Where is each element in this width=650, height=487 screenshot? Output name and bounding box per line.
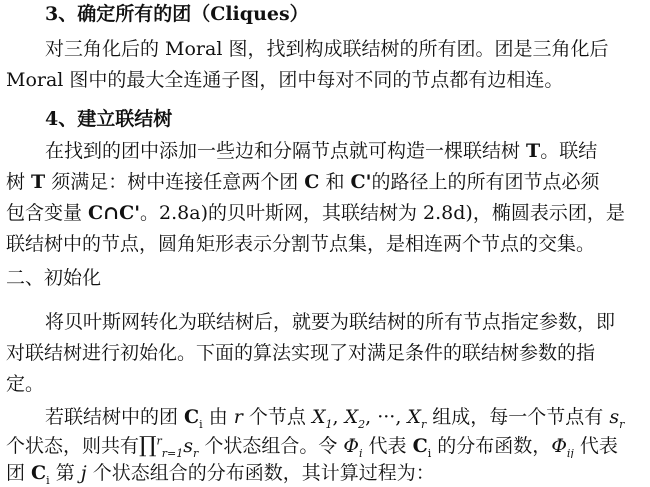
section-3-heading: 3、确定所有的团（Cliques）: [45, 3, 309, 25]
distribution-phi: Φ: [551, 435, 567, 457]
text-span: 组成，每一个节点有: [426, 406, 610, 428]
clique-symbol: C: [31, 462, 47, 484]
tree-symbol-T: T: [526, 140, 541, 162]
text-span: 个状态组合的分布函数，其计算过程为：: [86, 462, 435, 484]
section-3-paragraph-line-1: 对三角化后的 Moral 图，找到构成联结树的所有团。团是三角化后: [45, 38, 609, 60]
text-span: 。2.8a)的贝叶斯网，其联结树为 2.8d)，椭圆表示团，是: [140, 202, 625, 224]
subscript: r: [619, 417, 625, 429]
text-span: 个节点: [242, 406, 312, 428]
text-span: 个状态组合。令: [198, 435, 344, 457]
variable-X: X: [344, 406, 359, 428]
text-span: 在找到的团中添加一些边和分隔节点就可构造一棵联结树: [45, 140, 527, 162]
initialization-line-1: 将贝叶斯网转化为联结树后，就要为联结树的所有节点指定参数，即: [45, 311, 616, 333]
text-span: 树: [6, 171, 32, 193]
variable-X: X: [311, 406, 326, 428]
section-4-line-2: [6, 170, 650, 194]
variable-X: X: [407, 406, 421, 428]
text-span: 代表: [362, 435, 413, 457]
clique-symbol-C: C: [304, 171, 320, 193]
section-4-line-4: 联结树中的节点，圆角矩形表示分割节点集，是相连两个节点的交集。: [6, 233, 596, 255]
subscript: r=1: [161, 446, 184, 458]
intersection-expression: C∩C': [88, 202, 141, 224]
text-span: 包含变量: [6, 202, 89, 224]
variable-s: s: [183, 435, 194, 457]
text-span: , ···,: [365, 406, 408, 428]
subscript: r: [193, 446, 199, 458]
clique-symbol: C: [184, 406, 200, 428]
clique-definition-line-3: [6, 461, 650, 485]
clique-symbol-C-prime: C': [350, 171, 372, 193]
text-span: 个状态，则共有: [6, 435, 140, 457]
subscript: r: [420, 417, 427, 429]
section-3-paragraph-line-2: Moral 图中的最大全连通子图，团中每对不同的节点都有边相连。: [6, 69, 564, 91]
text-span: 和: [319, 171, 351, 193]
initialization-heading: 二、初始化: [6, 267, 102, 289]
subscript: i: [427, 446, 432, 458]
superscript: r: [156, 434, 162, 448]
subscript: i: [199, 417, 203, 429]
text-span: 若联结树中的团: [45, 406, 185, 428]
subscript: 2: [358, 417, 366, 429]
text-span: 的路径上的所有团节点必须: [371, 171, 600, 193]
product-symbol: ∏: [139, 434, 157, 458]
variable-s: s: [609, 406, 620, 428]
variable-r: r: [233, 406, 243, 428]
subscript: 1: [325, 417, 333, 429]
initialization-line-2: 对联结树进行初始化。下面的算法实现了对满足条件的联结树参数的指: [6, 342, 596, 364]
text-span: 。联结: [540, 140, 598, 162]
text-span: 须满足：树中连接任意两个团: [45, 171, 305, 193]
text-span: 第: [49, 462, 81, 484]
subscript: i: [358, 446, 363, 458]
clique-symbol: C: [412, 435, 428, 457]
text-span: ,: [332, 406, 345, 428]
clique-definition-line-2: [6, 434, 650, 458]
tree-symbol-T: T: [31, 171, 46, 193]
section-4-line-3: [6, 201, 650, 225]
subscript: i: [46, 473, 50, 485]
clique-definition-line-1: [45, 405, 650, 429]
section-4-line-1: [45, 139, 650, 163]
initialization-line-3: 定。: [6, 373, 45, 395]
subscript: ij: [566, 446, 574, 458]
distribution-phi: Φ: [343, 435, 359, 457]
text-span: 由: [202, 406, 234, 428]
section-4-heading: 4、建立联结树: [45, 108, 173, 130]
variable-j: j: [80, 462, 87, 484]
text-span: 的分布函数，: [431, 435, 552, 457]
text-span: 团: [6, 462, 32, 484]
text-span: 代表: [573, 435, 618, 457]
